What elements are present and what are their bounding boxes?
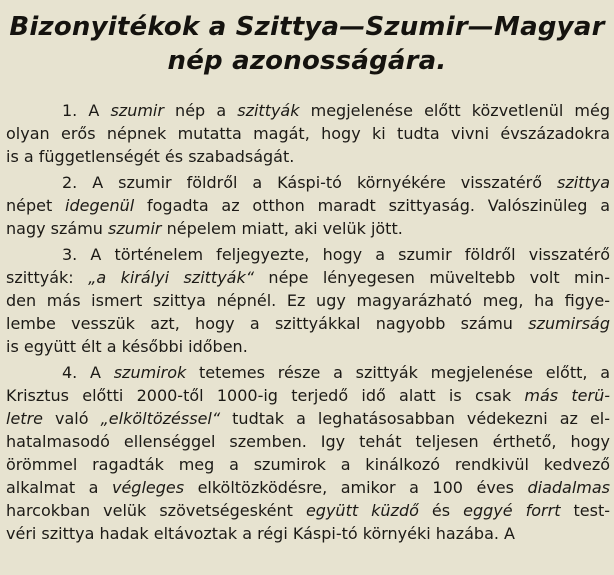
text-line: 1. A szumir nép a szittyák megjelenése előtt közvetlenül még [62,101,610,120]
article-body [6,99,610,545]
text-line: harcokban velük szövetségesként együtt küzdő és eggyé forrt test- [6,501,610,520]
italic-emphasis: szumir [110,101,164,120]
text-line: Krisztus előtti 2000-től 1000-ig terjedő idő alatt is csak más terü- [6,386,610,405]
text-line: den más ismert szittya népnél. Ez ugy magyarázható meg, ha figye- [6,291,610,310]
italic-emphasis: letre [6,409,43,428]
text-line: szittyák: „a királyi szittyák“ népe lényegesen müveltebb volt min- [6,268,610,287]
text-line: 4. A szumirok tetemes része a szittyák megjelenése előtt, a [62,363,610,382]
text-line: 3. A történelem feljegyezte, hogy a szumir földről visszatérő [62,245,610,264]
text-line: lembe vesszük azt, hogy a szittyákkal nagyobb számu szumirság [6,314,610,333]
text-line: véri szittya hadak eltávoztak a régi Káspi-tó környéki hazába. A [6,524,515,543]
italic-emphasis: szumirok [113,363,187,382]
text-line: nagy számu szumir népelem miatt, aki velük jött. [6,219,403,238]
italic-emphasis: szittya [557,173,610,192]
title-line-1: Bizonyitékok a Szittya—Szumir—Magyar [9,12,605,42]
text-line: alkalmat a végleges elköltözködésre, amikor a 100 éves diadalmas [6,478,610,497]
text-line: 2. A szumir földről a Káspi-tó környékére visszatérő szittya [62,173,610,192]
text-line: olyan erős népnek mutatta magát, hogy ki tudta vivni évszázadokra [6,124,610,143]
italic-emphasis: más terü- [524,386,610,405]
italic-emphasis: szittyák [237,101,300,120]
italic-emphasis: diadalmas [527,478,610,497]
italic-emphasis: idegenül [65,196,135,215]
paragraph [6,361,610,545]
text-line: hatalmasodó ellenséggel szemben. Igy tehát teljesen érthető, hogy [6,432,610,451]
text-line: örömmel ragadták meg a szumirok a kinálkozó rendkivül kedvező [6,455,610,474]
text-line: is együtt élt a későbbi időben. [6,337,248,356]
paragraph [6,99,610,168]
italic-emphasis: végleges [111,478,185,497]
italic-emphasis: szumir [108,219,162,238]
italic-emphasis: együtt küzdő [305,501,419,520]
text-line: is a függetlenségét és szabadságát. [6,147,295,166]
italic-emphasis: eggyé forrt [463,501,561,520]
italic-emphasis: „elköltözéssel“ [100,409,221,428]
italic-emphasis: „a királyi szittyák“ [88,268,255,287]
text-line: népet idegenül fogadta az otthon maradt szittyaság. Valószinüleg a [6,196,610,215]
paragraph [6,171,610,240]
text-line: letre való „elköltözéssel“ tudtak a leghatásosabban védekezni az el- [6,409,610,428]
title-line-2: nép azonosságára. [167,46,447,76]
paragraph [6,243,610,358]
italic-emphasis: szumirság [528,314,610,333]
page-title [0,10,614,78]
